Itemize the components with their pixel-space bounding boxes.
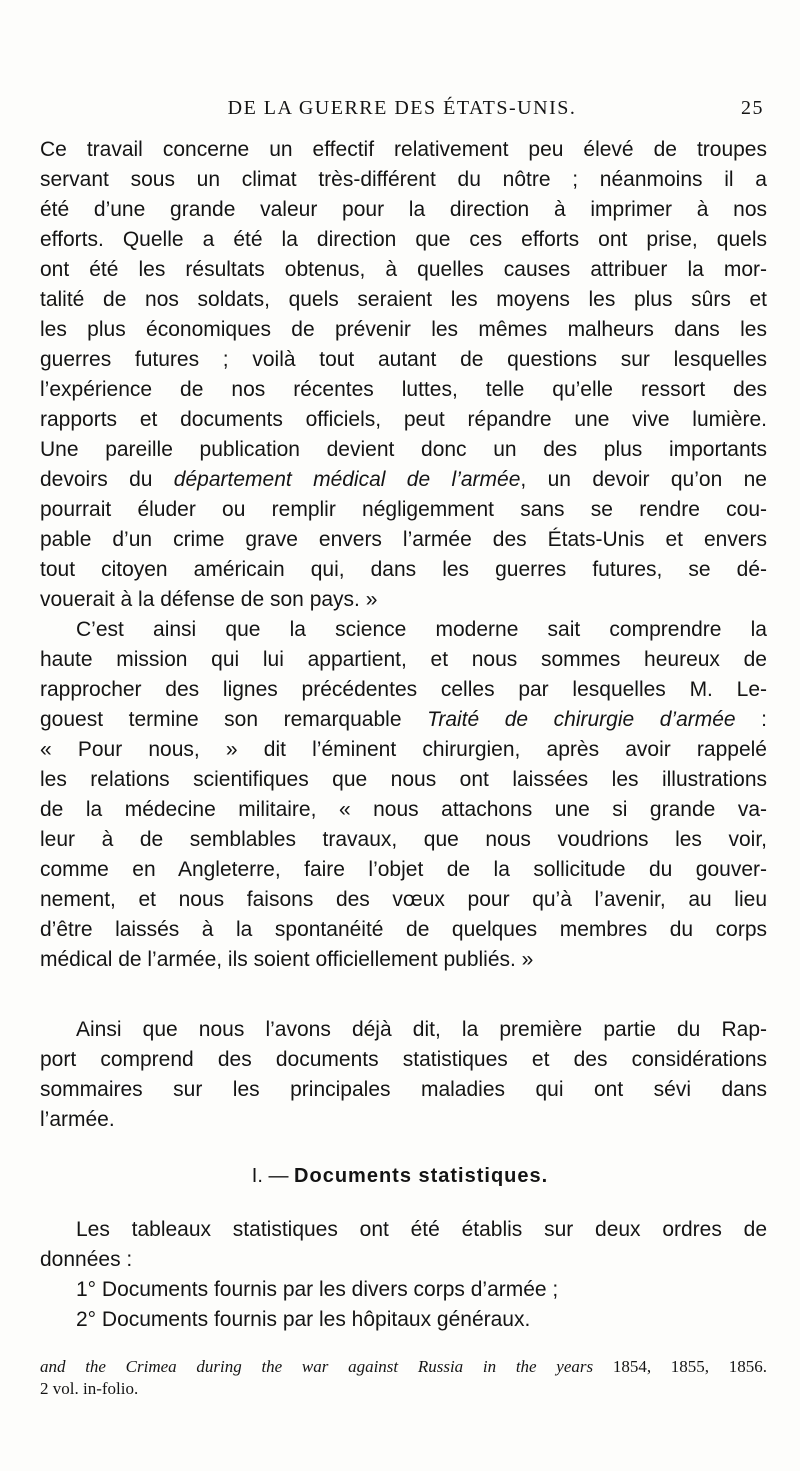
body-line: talité de nos soldats, quels seraient les moyens les plus sûrs et [40, 288, 767, 311]
body-line: C’est ainsi que la science moderne sait comprendre la [76, 618, 767, 641]
body-line: Ce travail concerne un effectif relativement peu élevé de troupes [40, 138, 767, 161]
body-line [40, 705, 767, 735]
body-line: efforts. Quelle a été la direction que ces efforts ont prise, quels [40, 228, 767, 251]
body-line: vouerait à la défense de son pays. » [40, 588, 378, 611]
body-line: rapprocher des lignes précédentes celles par lesquelles M. Le- [40, 678, 767, 701]
body-line: les plus économiques de prévenir les mêmes malheurs dans les [40, 318, 767, 341]
body-line: l’expérience de nos récentes luttes, telle qu’elle ressort des [40, 378, 767, 401]
body-line: guerres futures ; voilà tout autant de questions sur lesquelles [40, 348, 767, 371]
body-line: été d’une grande valeur pour la direction à imprimer à nos [40, 198, 767, 221]
page-number: 25 [741, 97, 764, 119]
list-item: 1° Documents fournis par les divers corps d’armée ; [76, 1278, 559, 1301]
body-line: Une pareille publication devient donc un des plus importants [40, 438, 767, 461]
body-line: Ainsi que nous l’avons déjà dit, la première partie du Rap- [76, 1018, 767, 1041]
body-line: pable d’un crime grave envers l’armée des États-Unis et envers [40, 528, 767, 551]
line-text: devoirs du [40, 468, 174, 491]
italic-title: Traité de chirurgie d’armée [427, 708, 736, 731]
body-line: pourrait éluder ou remplir négligemment sans se rendre cou- [40, 498, 767, 521]
body-line: Les tableaux statistiques ont été établis sur deux ordres de [76, 1218, 767, 1241]
body-line: port comprend des documents statistiques et des considérations [40, 1048, 767, 1071]
line-text: gouest termine son remarquable [40, 708, 428, 731]
section-title: Documents statistiques. [294, 1165, 549, 1187]
body-line: ont été les résultats obtenus, à quelles causes attribuer la mor- [40, 258, 767, 281]
body-line: sommaires sur les principales maladies qui ont sévi dans [40, 1078, 767, 1101]
running-header [40, 97, 764, 127]
body-line: « Pour nous, » dit l’éminent chirurgien, après avoir rappelé [40, 738, 767, 761]
body-line: tout citoyen américain qui, dans les guerres futures, se dé- [40, 558, 767, 581]
footnote-italic: and the Crimea during the war against Russia in the years [40, 1357, 594, 1376]
footnote-text: 1854, 1855, 1856. [593, 1357, 767, 1376]
line-text: , un devoir qu’on ne [520, 468, 767, 491]
list-item: 2° Documents fournis par les hôpitaux généraux. [76, 1308, 531, 1331]
body-line: leur à de semblables travaux, que nous voudrions les voir, [40, 828, 767, 851]
body-line: servant sous un climat très-différent du nôtre ; néanmoins il a [40, 168, 767, 191]
body-line: haute mission qui lui appartient, et nous sommes heureux de [40, 648, 767, 671]
body-line: d’être laissés à la spontanéité de quelques membres du corps [40, 918, 767, 941]
body-line: les relations scientifiques que nous ont laissées les illustrations [40, 768, 767, 791]
footnote-line: 2 vol. in-folio. [40, 1379, 139, 1398]
section-number: I. — [251, 1165, 289, 1187]
running-title: DE LA GUERRE DES ÉTATS-UNIS. [227, 97, 577, 119]
body-line: médical de l’armée, ils soient officiellement publiés. » [40, 948, 534, 971]
body-line: l’armée. [40, 1108, 115, 1131]
footnote-line [40, 1356, 767, 1378]
line-text: : [735, 708, 767, 731]
section-heading [0, 1161, 800, 1191]
body-line: rapports et documents officiels, peut répandre une vive lumière. [40, 408, 767, 431]
body-line: de la médecine militaire, « nous attachons une si grande va- [40, 798, 767, 821]
body-line [40, 465, 767, 495]
body-line: comme en Angleterre, faire l’objet de la sollicitude du gouver- [40, 858, 767, 881]
body-line: données : [40, 1248, 133, 1271]
body-line: nement, et nous faisons des vœux pour qu’à l’avenir, au lieu [40, 888, 767, 911]
italic-phrase: département médical de l’armée [173, 468, 521, 491]
